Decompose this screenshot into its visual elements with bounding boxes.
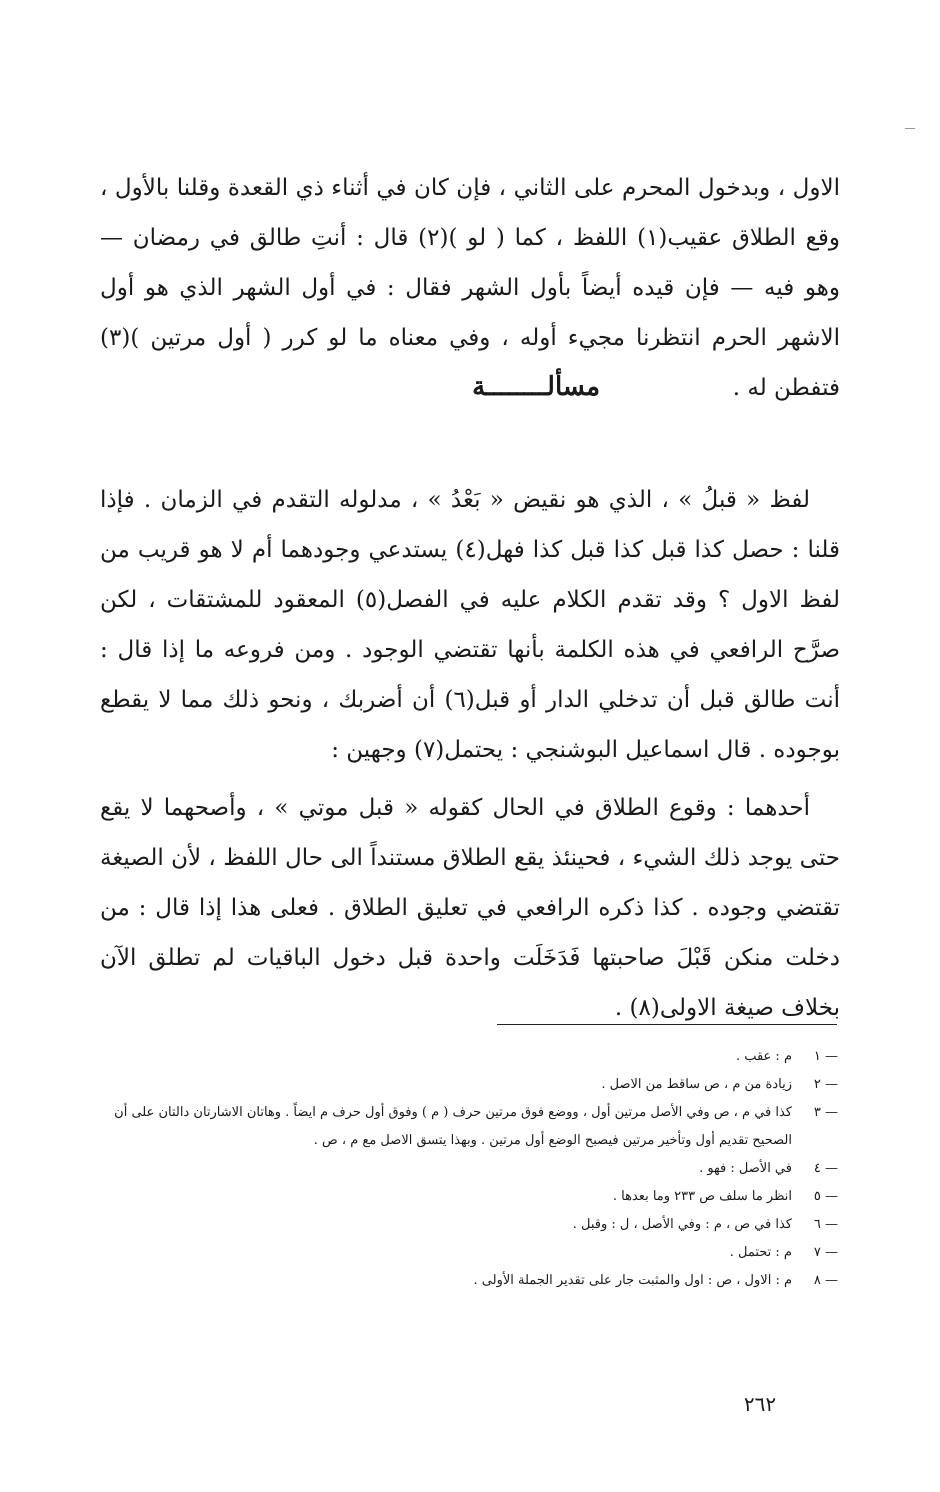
footnote-text: كذا في م ، ص وفي الأصل مرتين أول ، ووضع فوق مرتين حرف ( م ) وفوق أول حرف م ايضاً . وهاتان الاشارتان دالتان على أن الصحيح تقديم أول وتأخير مرتين فيصبح الوضع أول مرتين . وبهذا يتسق الاصل مع م ، ص .: [114, 1105, 792, 1148]
footnote-number: ٨ —: [813, 1273, 838, 1288]
footnote-number: ٧ —: [813, 1245, 838, 1260]
footnote-text: م : تحتمل .: [729, 1245, 792, 1260]
paragraph-1: الاول ، وبدخول المحرم على الثاني ، فإن كان في أثناء ذي القعدة وقلنا بالأول ، وقع الطلاق عقيب(١) اللفظ ، كما ( لو )(٢) قال : أنتِ طالق في رمضان — وهو فيه — فإن قيده أيضاً بأول الشهر فقال : في أول الشهر الذي هو أول الاشهر الحرم انتظرنا مجيء أوله ، وفي معناه ما لو كرر ( أول مرتين )(٣) فتفطن له .: [100, 175, 840, 401]
footnote-item: [80, 1267, 838, 1295]
footnote-separator: [497, 1024, 837, 1025]
margin-mark: [905, 128, 915, 129]
footnotes-list: [80, 1043, 838, 1295]
footnote-item: [80, 1099, 838, 1155]
footnote-item: [80, 1155, 838, 1183]
footnote-text: زيادة من م ، ص ساقط من الاصل .: [601, 1077, 792, 1092]
footnote-number: ٤ —: [813, 1161, 838, 1176]
paragraph-3: أحدهما : وقوع الطلاق في الحال كقوله « قبل موتي » ، وأصحهما لا يقع حتى يوجد ذلك الشيء ، فحينئذ يقع الطلاق مستنداً الى حال اللفظ ، لأن الصيغة تقتضي وجوده . كذا ذكره الرافعي في تعليق الطلاق . فعلى هذا إذا قال : من دخلت منكن قَبْلَ صاحبتها فَدَخَلَت واحدة قبل دخول الباقيات لم تطلق الآن بخلاف صيغة الاولى(٨) .: [100, 795, 840, 1021]
footnote-item: [80, 1211, 838, 1239]
footnote-item: [80, 1183, 838, 1211]
footnote-number: ٢ —: [813, 1077, 838, 1092]
footnote-item: [80, 1043, 838, 1071]
paragraph-2: لفظ « قبلُ » ، الذي هو نقيض « بَعْدُ » ، مدلوله التقدم في الزمان . فإذا قلنا : حصل كذا قبل كذا قبل كذا فهل(٤) يستدعي وجودهما أم لا هو قريب من لفظ الاول ؟ وقد تقدم الكلام عليه في الفصل(٥) المعقود للمشتقات ، لكن صرَّح الرافعي في هذه الكلمة بأنها تقتضي الوجود . ومن فروعه ما إذا قال : أنت طالق قبل أن تدخلي الدار أو قبل(٦) أن أضربك ، ونحو ذلك مما لا يقطع بوجوده . قال اسماعيل البوشنجي : يحتمل(٧) وجهين :: [100, 487, 841, 763]
footnote-text: في الأصل : فهو .: [699, 1161, 792, 1176]
footnote-number: ١ —: [813, 1049, 838, 1064]
footnote-item: [80, 1239, 838, 1267]
footnote-number: ٣ —: [813, 1105, 838, 1120]
footnote-number: ٦ —: [813, 1217, 838, 1232]
footnote-item: [80, 1071, 838, 1099]
section-title: مسألــــــــة: [472, 372, 600, 402]
footnote-number: ٥ —: [813, 1189, 838, 1204]
footnote-text: انظر ما سلف ص ٢٣٣ وما بعدها .: [612, 1189, 792, 1204]
footnote-text: كذا في ص ، م : وفي الأصل ، ل : وقبل .: [572, 1217, 792, 1232]
page-number: ٢٦٢: [743, 1392, 777, 1416]
footnote-text: م : الاول ، ص : اول والمثبت جار على تقدير الجملة الأولى .: [473, 1273, 792, 1288]
footnote-text: م : عقب .: [735, 1049, 792, 1064]
